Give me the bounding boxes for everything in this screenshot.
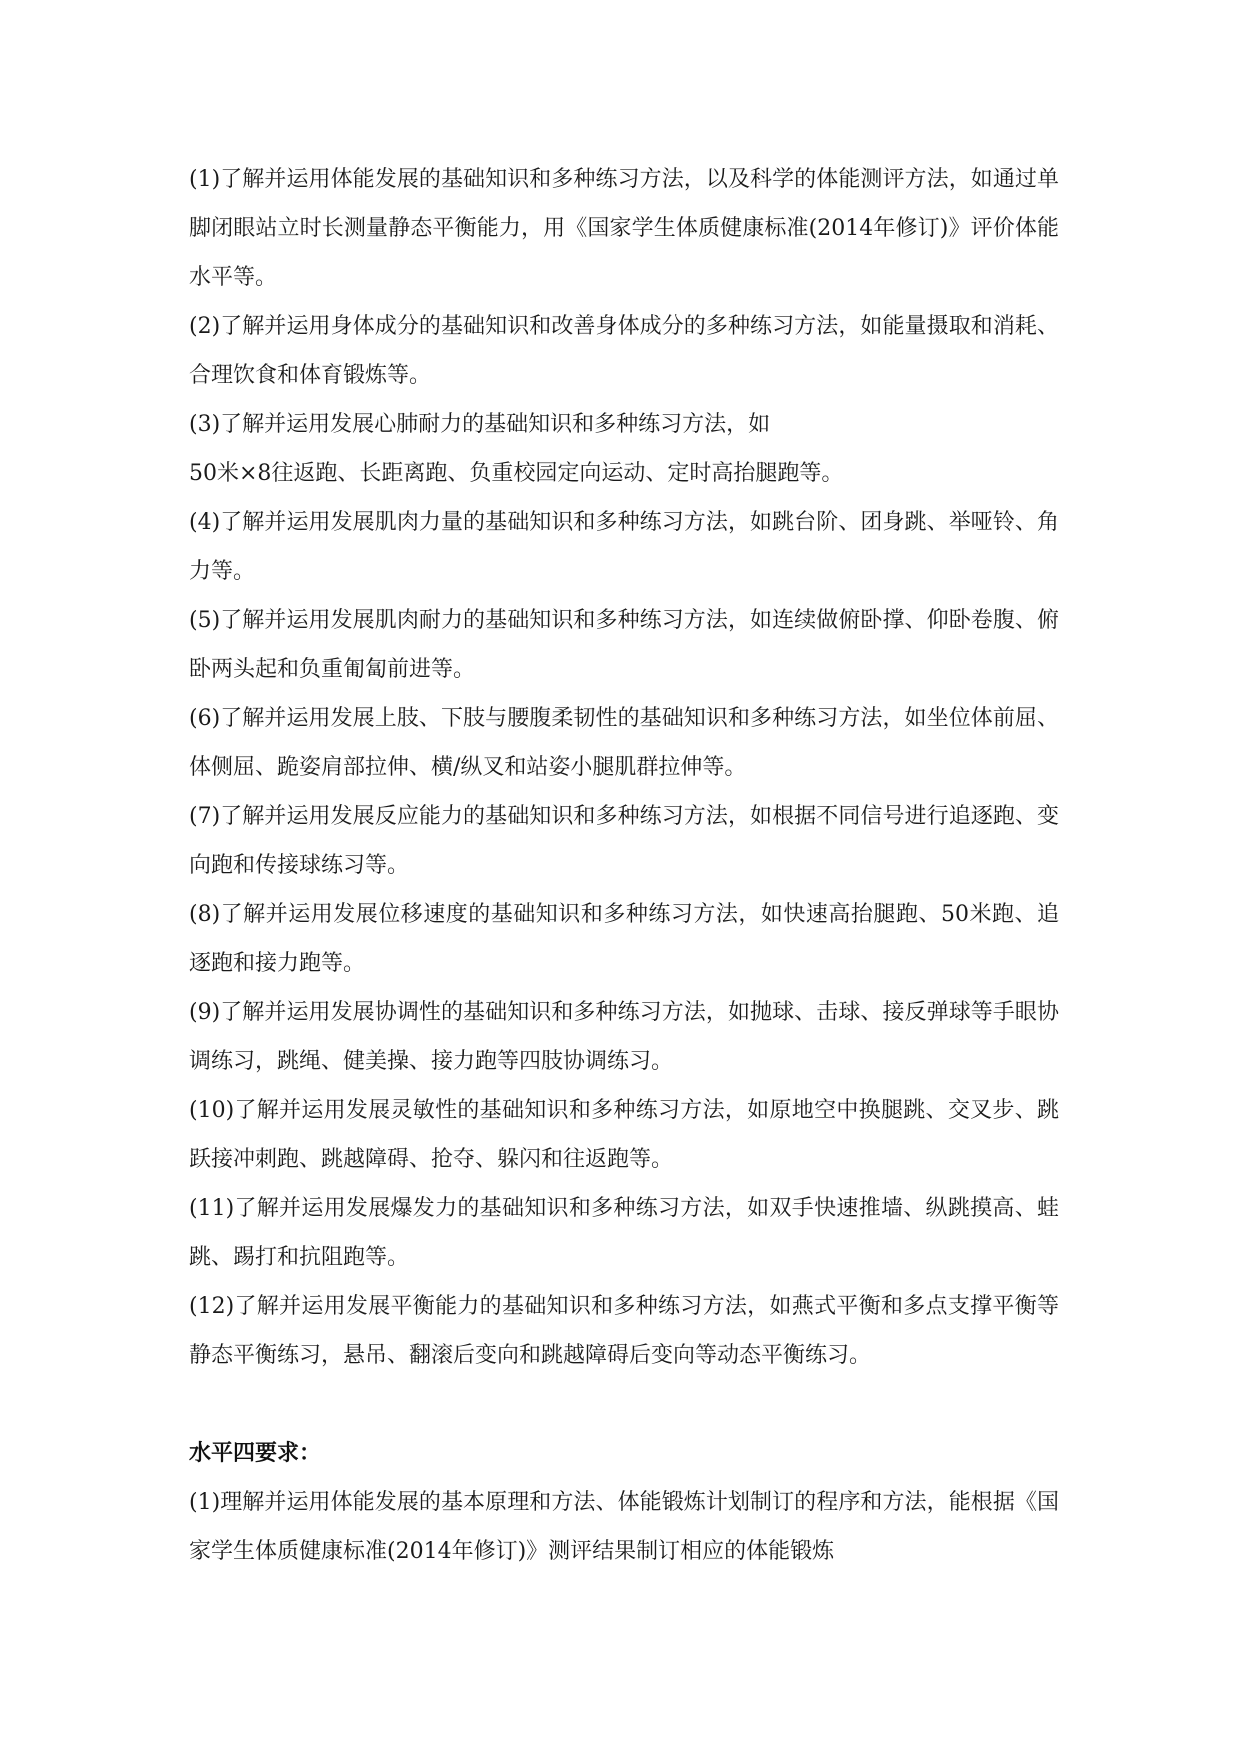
paragraph-3-continuation: 50米×8往返跑、长距离跑、负重校园定向运动、定时高抬腿跑等。 [189,461,844,486]
section-paragraph-1: (1)理解并运用体能发展的基本原理和方法、体能锻炼计划制订的程序和方法，能根据《国家学生体质健康标准(2014年修订)》测评结果制订相应的体能锻炼 [189,1490,1059,1564]
paragraph-1: (1)了解并运用体能发展的基础知识和多种练习方法，以及科学的体能测评方法，如通过单脚闭眼站立时长测量静态平衡能力，用《国家学生体质健康标准(2014年修订)》评价体能水平等。 [189,167,1059,290]
paragraph-8: (8)了解并运用发展位移速度的基础知识和多种练习方法，如快速高抬腿跑、50米跑、追逐跑和接力跑等。 [189,902,1059,976]
paragraph-7: (7)了解并运用发展反应能力的基础知识和多种练习方法，如根据不同信号进行追逐跑、变向跑和传接球练习等。 [189,804,1059,878]
section-heading: 水平四要求： [189,1441,322,1466]
paragraph-9: (9)了解并运用发展协调性的基础知识和多种练习方法，如抛球、击球、接反弹球等手眼协调练习，跳绳、健美操、接力跑等四肢协调练习。 [189,1000,1059,1074]
paragraph-12: (12)了解并运用发展平衡能力的基础知识和多种练习方法，如燕式平衡和多点支撑平衡等静态平衡练习，悬吊、翻滚后变向和跳越障碍后变向等动态平衡练习。 [189,1294,1059,1368]
paragraph-4: (4)了解并运用发展肌肉力量的基础知识和多种练习方法，如跳台阶、团身跳、举哑铃、角力等。 [189,510,1059,584]
document-body [189,155,1059,1576]
paragraph-5: (5)了解并运用发展肌肉耐力的基础知识和多种练习方法，如连续做俯卧撑、仰卧卷腹、俯卧两头起和负重匍匐前进等。 [189,608,1059,682]
paragraph-2: (2)了解并运用身体成分的基础知识和改善身体成分的多种练习方法，如能量摄取和消耗、合理饮食和体育锻炼等。 [189,314,1059,388]
paragraph-10: (10)了解并运用发展灵敏性的基础知识和多种练习方法，如原地空中换腿跳、交叉步、跳跃接冲刺跑、跳越障碍、抢夺、躲闪和往返跑等。 [189,1098,1059,1172]
paragraph-11: (11)了解并运用发展爆发力的基础知识和多种练习方法，如双手快速推墙、纵跳摸高、蛙跳、踢打和抗阻跑等。 [189,1196,1059,1270]
paragraph-3: (3)了解并运用发展心肺耐力的基础知识和多种练习方法，如 [189,412,771,437]
paragraph-6: (6)了解并运用发展上肢、下肢与腰腹柔韧性的基础知识和多种练习方法，如坐位体前屈、体侧屈、跪姿肩部拉伸、横/纵叉和站姿小腿肌群拉伸等。 [189,706,1059,780]
